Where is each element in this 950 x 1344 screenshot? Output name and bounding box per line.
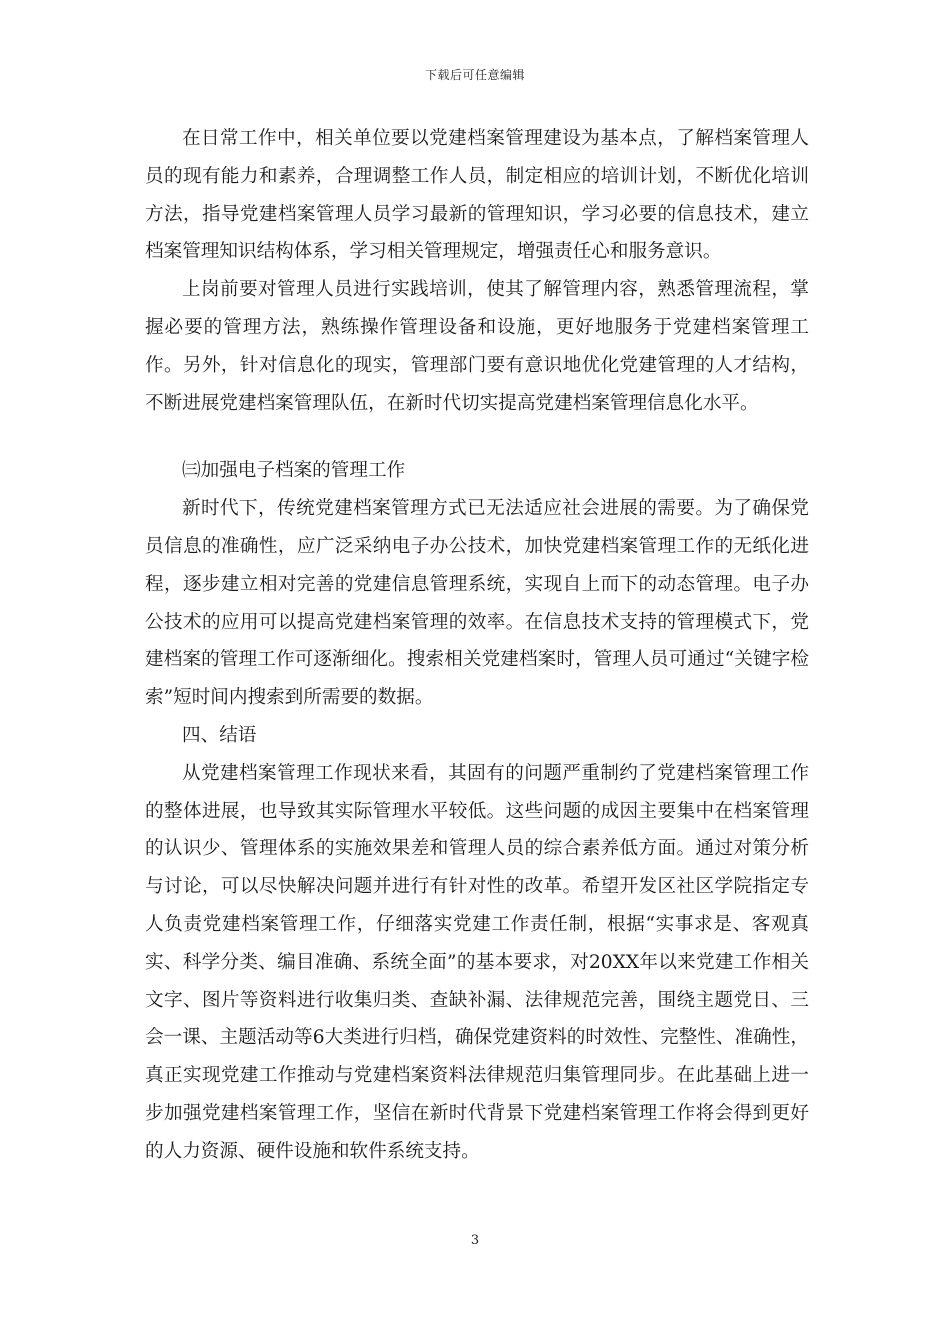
document-body	[145, 120, 809, 1171]
paragraph-electronic-archives: 新时代下，传统党建档案管理方式已无法适应社会进展的需要。为了确保党员信息的准确性，应广泛采纳电子办公技术，加快党建档案管理工作的无纸化进程，逐步建立相对完善的党建信息管理系统，实现自上而下的动态管理。电子办公技术的应用可以提高党建档案管理的效率。在信息技术支持的管理模式下，党建档案的管理工作可逐渐细化。搜索相关党建档案时，管理人员可通过“关键字检索”短时间内搜索到所需要的数据。	[145, 498, 809, 709]
section-heading-electronic-archives: ㈢加强电子档案的管理工作	[182, 460, 406, 482]
page-number: 3	[470, 1233, 480, 1248]
paragraph-training-plan: 在日常工作中，相关单位要以党建档案管理建设为基本点，了解档案管理人员的现有能力和素养，合理调整工作人员，制定相应的培训计划，不断优化培训方法，指导党建档案管理人员学习最新的管理知识，学习必要的信息技术，建立档案管理知识结构体系，学习相关管理规定，增强责任心和服务意识。	[145, 128, 809, 263]
header-note: 下载后可任意编辑	[424, 68, 525, 82]
paragraph-practice-training: 上岗前要对管理人员进行实践培训，使其了解管理内容，熟悉管理流程，掌握必要的管理方法，熟练操作管理设备和设施，更好地服务于党建档案管理工作。另外，针对信息化的现实，管理部门要有意识地优化党建管理的人才结构，不断进展党建档案管理队伍，在新时代切实提高党建档案管理信息化水平。	[145, 279, 809, 414]
section-gap	[145, 422, 809, 452]
section-heading-conclusion: 四、结语	[182, 724, 257, 746]
paragraph-conclusion: 从党建档案管理工作现状来看，其固有的问题严重制约了党建档案管理工作的整体进展，也导致其实际管理水平较低。这些问题的成因主要集中在档案管理的认识少、管理体系的实施效果差和管理人员的综合素养低方面。通过对策分析与讨论，可以尽快解决问题并进行有针对性的改革。希望开发区社区学院指定专人负责党建档案管理工作，仔细落实党建工作责任制，根据“实事求是、客观真实、科学分类、编目准确、系统全面”的基本要求，对20XX年以来党建工作相关文字、图片等资料进行收集归类、查缺补漏、法律规范完善，围绕主题党日、三会一课、主题活动等6大类进行归档，确保党建资料的时效性、完整性、准确性，真正实现党建工作推动与党建档案资料法律规范归集管理同步。在此基础上进一步加强党建档案管理工作，坚信在新时代背景下党建档案管理工作将会得到更好的人力资源、硬件设施和软件系统支持。	[145, 762, 809, 1162]
